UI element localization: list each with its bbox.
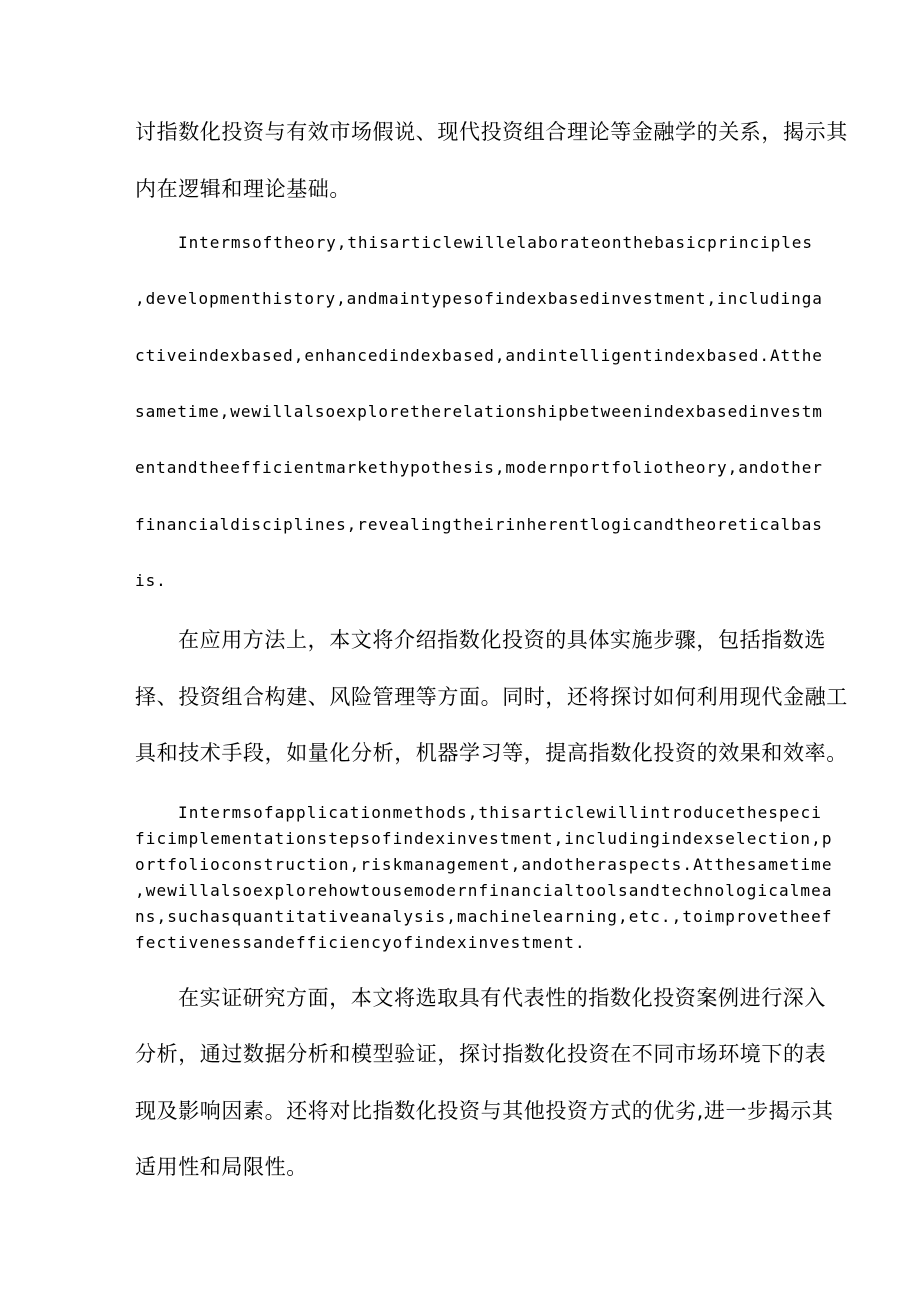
paragraph-5-line-1: 在实证研究方面，本文将选取具有代表性的指数化投资案例进行深入 xyxy=(178,986,826,1010)
paragraph-5-line-4: 适用性和局限性。 xyxy=(135,1155,308,1179)
paragraph-2-line-5: entandtheefficientmarkethypothesis,modernportfoliotheory,andother xyxy=(135,458,823,477)
paragraph-1-line-2: 内在逻辑和理论基础。 xyxy=(135,177,351,201)
paragraph-2-line-2: ,developmenthistory,andmaintypesofindexbasedinvestment,includinga xyxy=(135,289,823,308)
paragraph-4-line-1: Intermsofapplicationmethods,thisarticlewillintroducethespeci xyxy=(178,803,822,822)
paragraph-3-line-1: 在应用方法上，本文将介绍指数化投资的具体实施步骤，包括指数选 xyxy=(178,628,826,652)
paragraph-4-line-3: ortfolioconstruction,riskmanagement,andotheraspects.Atthesametime xyxy=(135,855,833,874)
paragraph-2-line-1: Intermsoftheory,thisarticlewillelaborateonthebasicprinciples xyxy=(178,233,813,252)
paragraph-4-line-5: ns,suchasquantitativeanalysis,machinelearning,etc.,toimprovetheef xyxy=(135,907,833,926)
paragraph-4-line-4: ,wewillalsoexplorehowtousemodernfinancialtoolsandtechnologicalmea xyxy=(135,881,833,900)
paragraph-3-line-2: 择、投资组合构建、风险管理等方面。同时，还将探讨如何利用现代金融工 xyxy=(135,685,848,709)
paragraph-5-line-3: 现及影响因素。还将对比指数化投资与其他投资方式的优劣,进一步揭示其 xyxy=(135,1099,834,1123)
paragraph-4-line-2: ficimplementationstepsofindexinvestment,includingindexselection,p xyxy=(135,829,833,848)
paragraph-2-line-6: financialdisciplines,revealingtheirinherentlogicandtheoreticalbas xyxy=(135,515,823,534)
paragraph-2-line-7: is. xyxy=(135,571,167,590)
paragraph-2-line-4: sametime,wewillalsoexploretherelationshipbetweenindexbasedinvestm xyxy=(135,402,823,421)
paragraph-5-line-2: 分析，通过数据分析和模型验证，探讨指数化投资在不同市场环境下的表 xyxy=(135,1042,827,1066)
paragraph-2-line-3: ctiveindexbased,enhancedindexbased,andintelligentindexbased.Atthe xyxy=(135,346,823,365)
paragraph-1-line-1: 讨指数化投资与有效市场假说、现代投资组合理论等金融学的关系，揭示其 xyxy=(135,120,848,144)
paragraph-3-line-3: 具和技术手段，如量化分析，机器学习等，提高指数化投资的效果和效率。 xyxy=(135,741,848,765)
paragraph-4-line-6: fectivenessandefficiencyofindexinvestment. xyxy=(135,933,586,952)
